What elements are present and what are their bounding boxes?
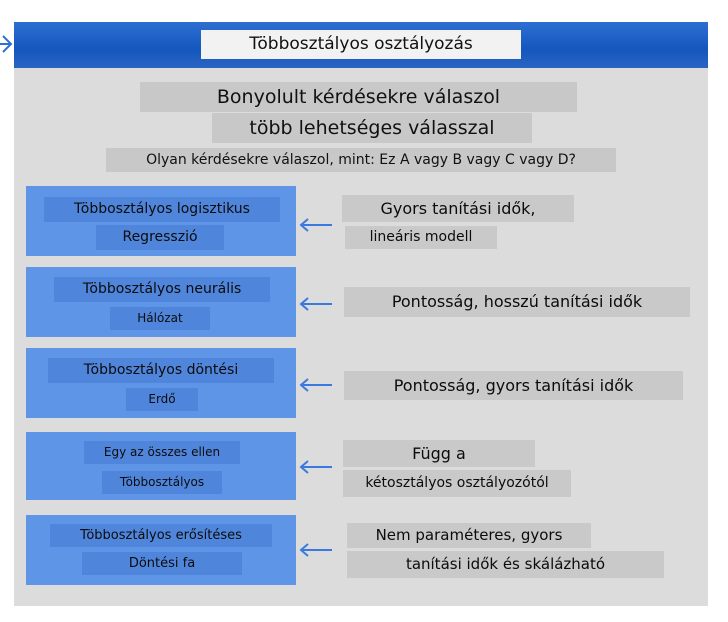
algorithm-name-line-2: Hálózat xyxy=(110,307,210,330)
page-title: Többosztályos osztályozás xyxy=(201,30,521,59)
arrow-left-icon xyxy=(298,542,334,558)
description-line-1: Pontosság, gyors tanítási idők xyxy=(344,371,683,400)
arrow-left-icon xyxy=(298,459,334,475)
algorithm-card-decision-forest xyxy=(26,348,296,418)
algorithm-name-line-2: Többosztályos xyxy=(102,471,222,494)
algorithm-name-line-1: Egy az összes ellen xyxy=(84,441,240,464)
intro-line-3: Olyan kérdésekre válaszol, mint: Ez A vagy B vagy C vagy D? xyxy=(106,148,616,172)
description-line-1: Nem paraméteres, gyors xyxy=(347,523,591,548)
algorithm-name-line-2: Döntési fa xyxy=(82,552,242,575)
arrow-left-icon xyxy=(298,377,334,393)
algorithm-card-one-vs-all xyxy=(26,432,296,500)
algorithm-name-line-1: Többosztályos erősítéses xyxy=(50,524,272,547)
algorithm-name-line-1: Többosztályos neurális xyxy=(54,277,270,302)
intro-line-2: több lehetséges válasszal xyxy=(212,113,532,143)
algorithm-name-line-1: Többosztályos logisztikus xyxy=(44,197,280,222)
description-line-1: Gyors tanítási idők, xyxy=(342,195,574,222)
algorithm-card-boosted-decision-tree xyxy=(26,515,296,585)
description-line-2: kétosztályos osztályozótól xyxy=(343,470,571,497)
algorithm-card-logistic-regression xyxy=(26,186,296,256)
intro-line-1: Bonyolult kérdésekre válaszol xyxy=(140,82,577,112)
description-line-1: Pontosság, hosszú tanítási idők xyxy=(344,287,690,317)
description-line-1: Függ a xyxy=(343,440,535,467)
algorithm-name-line-2: Erdő xyxy=(126,388,198,411)
algorithm-name-line-1: Többosztályos döntési xyxy=(48,358,274,383)
arrow-left-icon xyxy=(298,217,334,233)
description-line-2: tanítási idők és skálázható xyxy=(347,551,664,578)
algorithm-name-line-2: Regresszió xyxy=(96,225,224,250)
arrow-right-icon xyxy=(0,30,18,58)
description-line-2: lineáris modell xyxy=(345,226,497,249)
arrow-left-icon xyxy=(298,296,334,312)
algorithm-card-neural-network xyxy=(26,267,296,337)
